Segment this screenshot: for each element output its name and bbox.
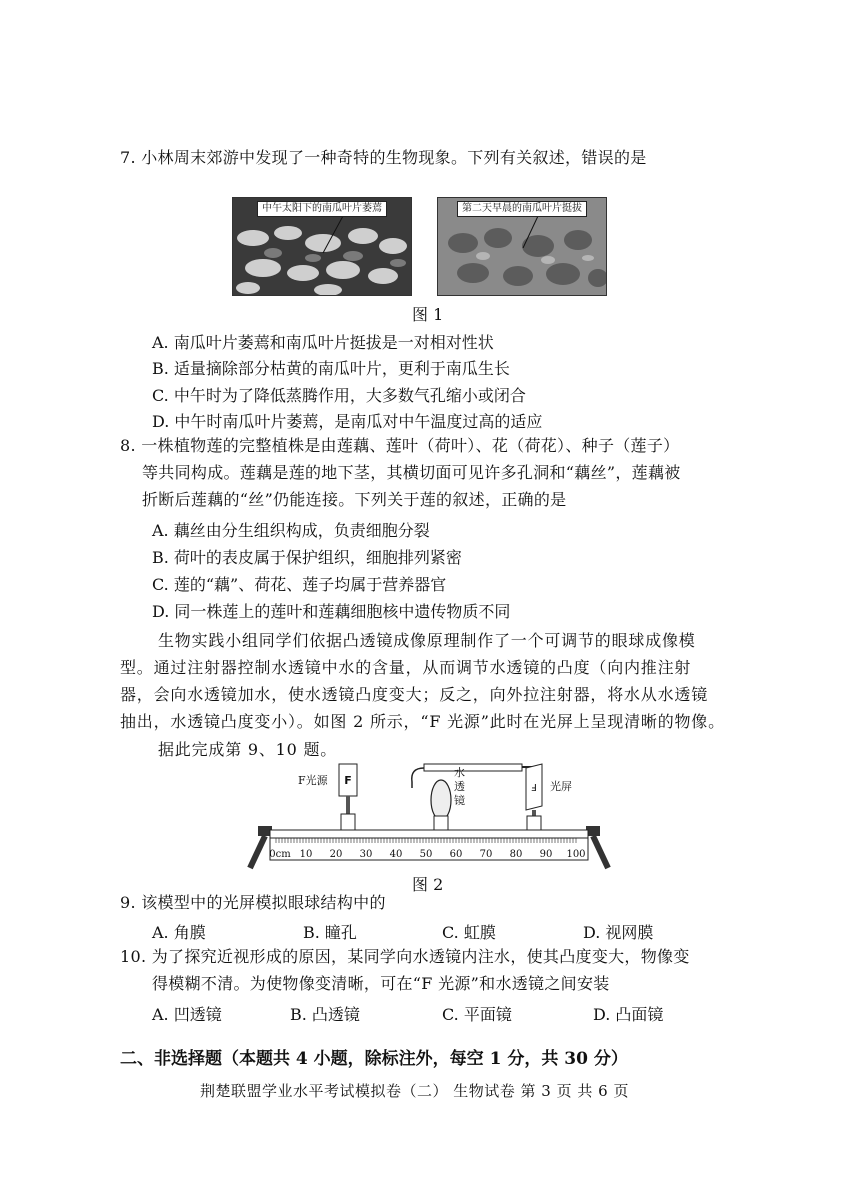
q10-option-b[interactable]: B. 凸透镜 — [290, 1005, 360, 1024]
ruler-label-20: 20 — [329, 849, 343, 860]
svg-text:透: 透 — [454, 780, 465, 793]
intro-line-5: 据此完成第 9、10 题。 — [158, 740, 338, 759]
left-support-leg — [250, 836, 265, 868]
ruler-label-70: 70 — [479, 849, 493, 860]
page-footer: 荆楚联盟学业水平考试模拟卷（二） 生物试卷 第 3 页 共 6 页 — [200, 1082, 629, 1100]
intro-line-1: 生物实践小组同学们依据凸透镜成像原理制作了一个可调节的眼球成像模 — [158, 631, 696, 650]
light-source-rod — [346, 796, 350, 814]
q9-option-d[interactable]: D. 视网膜 — [583, 923, 654, 942]
screen-image-letter: F — [531, 781, 537, 792]
q7-stem: 7. 小林周末郊游中发现了一种奇特的生物现象。下列有关叙述，错误的是 — [120, 148, 647, 167]
intro-line-3: 器，会向水透镜加水，使水透镜凸度变大；反之，向外拉注射器，将水从水透镜 — [120, 685, 709, 704]
q9-options — [0, 920, 843, 942]
water-lens-icon — [431, 780, 451, 820]
q10-option-c[interactable]: C. 平面镜 — [442, 1005, 512, 1024]
q10-options — [0, 1002, 843, 1024]
q10-stem-line-1: 10. 为了探究近视形成的原因，某同学向水透镜内注水，使其凸度变大，物像变 — [120, 947, 690, 966]
q8-stem-line-3: 折断后莲藕的“丝”仍能连接。下列关于莲的叙述，正确的是 — [142, 490, 567, 509]
light-source-label: F光源 — [298, 774, 328, 787]
ruler-label-0: 0cm — [269, 849, 291, 860]
photo-upright-leaves — [437, 197, 607, 296]
ruler-label-80: 80 — [509, 849, 523, 860]
screen-holder — [527, 816, 541, 830]
water-lens-label — [454, 765, 465, 807]
light-source-letter: F — [344, 774, 352, 787]
q8-option-d[interactable]: D. 同一株莲上的莲叶和莲藕细胞核中遗传物质不同 — [152, 602, 511, 621]
svg-text:镜: 镜 — [454, 794, 465, 807]
figure1-caption: 图 1 — [412, 305, 444, 324]
light-source-holder — [341, 814, 355, 830]
q7-option-d[interactable]: D. 中午时南瓜叶片萎蔫，是南瓜对中午温度过高的适应 — [152, 412, 543, 431]
q9-option-b[interactable]: B. 瞳孔 — [303, 923, 357, 942]
ruler-label-90: 90 — [539, 849, 553, 860]
q7-option-b[interactable]: B. 适量摘除部分枯黄的南瓜叶片，更利于南瓜生长 — [152, 359, 510, 378]
syringe-tube — [412, 768, 424, 788]
q10-option-d[interactable]: D. 凸面镜 — [593, 1005, 664, 1024]
bench-rail — [270, 830, 588, 838]
ruler-label-30: 30 — [359, 849, 373, 860]
svg-text:水: 水 — [454, 766, 465, 779]
ruler-label-100: 100 — [566, 849, 586, 860]
ruler-minor-ticks — [276, 838, 576, 843]
section2-heading: 二、非选择题（本题共 4 小题，除标注外，每空 1 分，共 30 分） — [120, 1049, 628, 1069]
q7-option-c[interactable]: C. 中午时为了降低蒸腾作用，大多数气孔缩小或闭合 — [152, 386, 526, 405]
q10-stem-line-2: 得模糊不清。为使物像变清晰，可在“F 光源”和水透镜之间安装 — [152, 974, 610, 993]
water-lens-holder — [434, 816, 448, 830]
syringe-barrel — [424, 764, 522, 771]
figure2-caption: 图 2 — [412, 875, 444, 894]
q8-option-c[interactable]: C. 莲的“藕”、荷花、莲子均属于营养器官 — [152, 575, 447, 594]
ruler-label-50: 50 — [419, 849, 433, 860]
q8-option-a[interactable]: A. 藕丝由分生组织构成，负责细胞分裂 — [152, 521, 430, 540]
q8-stem-line-2: 等共同构成。莲藕是莲的地下茎，其横切面可见许多孔洞和“藕丝”，莲藕被 — [142, 463, 681, 482]
q9-stem: 9. 该模型中的光屏模拟眼球结构中的 — [120, 893, 386, 912]
q9-option-c[interactable]: C. 虹膜 — [442, 923, 496, 942]
intro-line-2: 型。通过注射器控制水透镜中水的含量，从而调节水透镜的凸度（向内推注射 — [120, 658, 692, 677]
q7-option-a[interactable]: A. 南瓜叶片萎蔫和南瓜叶片挺拔是一对相对性状 — [152, 333, 494, 352]
q8-stem-line-1: 8. 一株植物莲的完整植株是由莲藕、莲叶（荷叶）、花（荷花）、种子（莲子） — [120, 436, 680, 455]
photo-wilted-leaves — [232, 197, 412, 296]
screen-label: 光屏 — [550, 780, 572, 793]
intro-line-4: 抽出，水透镜凸度变小）。如图 2 所示，“F 光源”此时在光屏上呈现清晰的物像。 — [120, 712, 725, 731]
ruler-label-40: 40 — [389, 849, 403, 860]
right-support-leg — [593, 836, 608, 868]
ruler-label-60: 60 — [449, 849, 463, 860]
q9-option-a[interactable]: A. 角膜 — [152, 923, 206, 942]
photo2-label: 第二天早晨的南瓜叶片挺拔 — [457, 201, 587, 217]
ruler-label-10: 10 — [299, 849, 313, 860]
q8-option-b[interactable]: B. 荷叶的表皮属于保护组织，细胞排列紧密 — [152, 548, 462, 567]
photo1-label: 中午太阳下的南瓜叶片萎蔫 — [257, 201, 387, 217]
figure2-diagram — [240, 760, 620, 872]
q10-option-a[interactable]: A. 凹透镜 — [152, 1005, 222, 1024]
